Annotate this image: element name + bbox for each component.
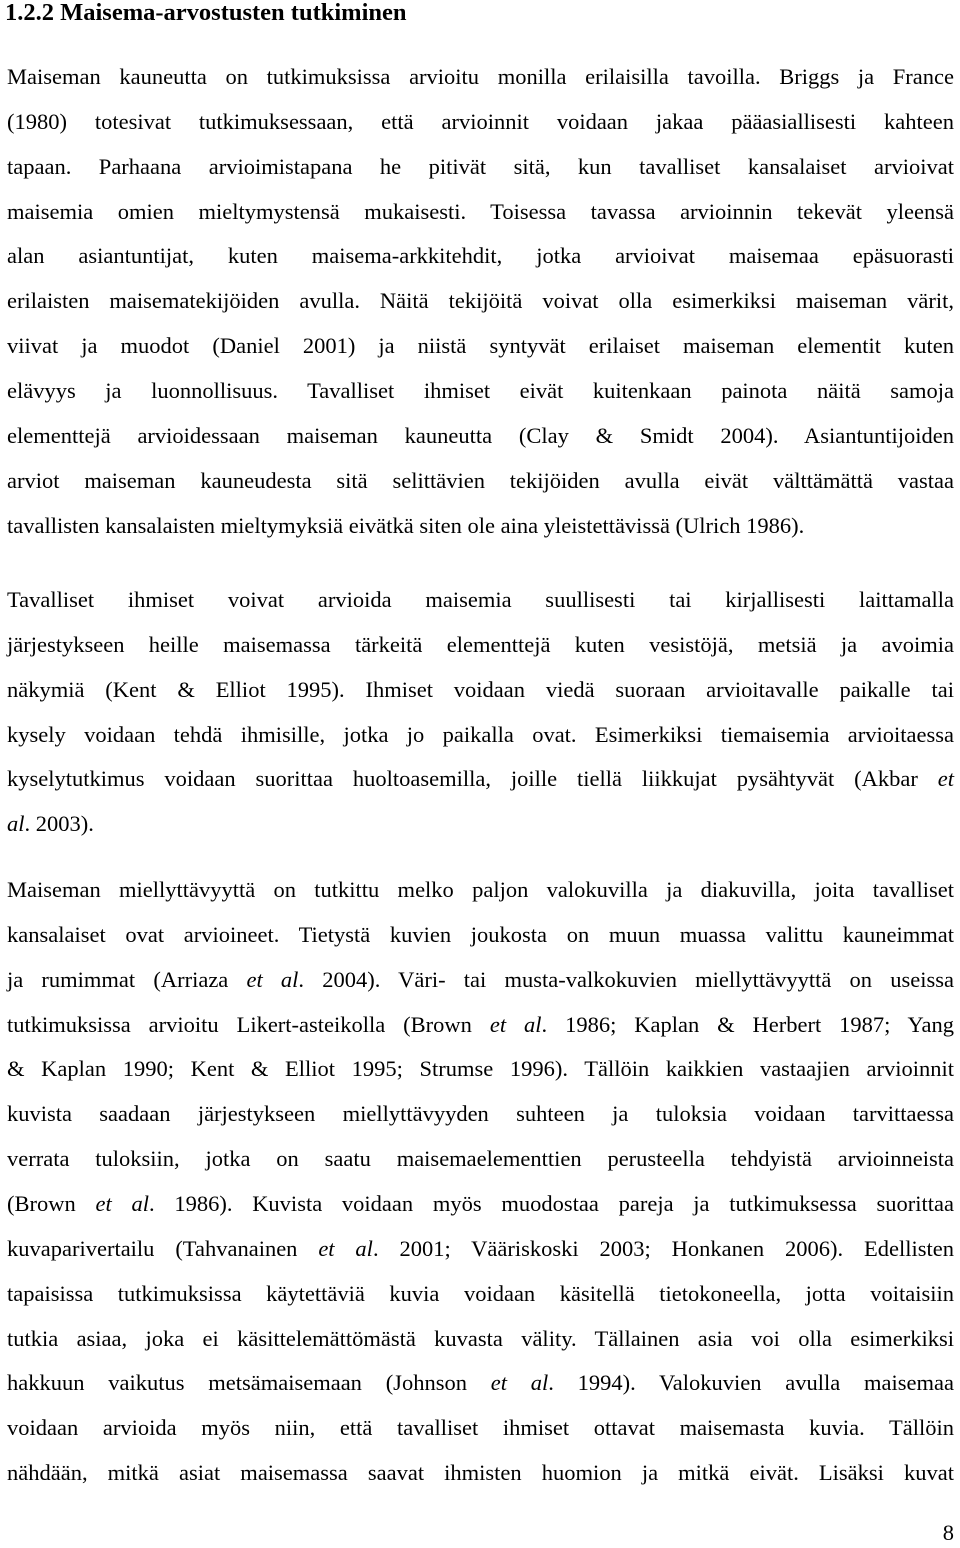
text-line: Maiseman miellyttävyyttä on tutkittu melko paljon valokuvilla ja diakuvilla, joita tavalliset	[7, 877, 954, 902]
text-line: elementtejä arvioidessaan maiseman kauneutta (Clay & Smidt 2004). Asiantuntijoiden	[7, 422, 954, 448]
text-line: elävyys ja luonnollisuus. Tavalliset ihmiset eivät kuitenkaan painota näitä samoja	[7, 377, 954, 403]
text-line: verrata tuloksiin, jotka on saatu maisemaelementtien perusteella tehdyistä arvioinneista	[7, 1146, 954, 1172]
text-line: tapaisissa tutkimuksissa käytettäviä kuvia voidaan käsitellä tietokoneella, jotta voitaisiin	[7, 1280, 954, 1306]
text-line: kysely voidaan tehdä ihmisille, jotka jo paikalla ovat. Esimerkiksi tiemaisemia arvioitaessa	[7, 721, 954, 747]
text-line: tavallisten kansalaisten mieltymyksiä eivätkä siten ole aina yleistettävissä (Ulrich 1986).	[7, 512, 805, 538]
section-heading: 1.2.2 Maisema-arvostusten tutkiminen	[5, 0, 407, 26]
text-line: hakkuun vaikutus metsämaisemaan (Johnson et al. 1994). Valokuvien avulla maisemaa	[7, 1370, 954, 1396]
text-line: maisemia omien mieltymystensä mukaisesti. Toisessa tavassa arvioinnin tekevät yleensä	[7, 198, 954, 224]
page-number: 8	[942, 1520, 954, 1545]
text-line: erilaisten maisematekijöiden avulla. Näitä tekijöitä voivat olla esimerkiksi maiseman värit,	[7, 288, 954, 314]
text-line: näkymiä (Kent & Elliot 1995). Ihmiset voidaan viedä suoraan arvioitavalle paikalle tai	[7, 676, 954, 702]
text-line: ja rumimmat (Arriaza et al. 2004). Väri- tai musta-valkokuvien miellyttävyyttä on useissa	[7, 966, 954, 992]
text-line: kuvaparivertailu (Tahvanainen et al. 2001; Vääriskoski 2003; Honkanen 2006). Edellisten	[7, 1235, 954, 1261]
text-line: alan asiantuntijat, kuten maisema-arkkitehdit, jotka arvioivat maisemaa epäsuorasti	[7, 243, 954, 269]
text-line: viivat ja muodot (Daniel 2001) ja niistä syntyvät erilaiset maiseman elementit kuten	[7, 333, 954, 359]
text-line: tutkimuksissa arvioitu Likert-asteikolla (Brown et al. 1986; Kaplan & Herbert 1987; Yang	[7, 1011, 954, 1037]
text-line: järjestykseen heille maisemassa tärkeitä elementtejä kuten vesistöjä, metsiä ja avoimia	[7, 631, 954, 657]
text-line: tapaan. Parhaana arvioimistapana he pitivät sitä, kun tavalliset kansalaiset arvioivat	[7, 153, 954, 179]
text-line: al. 2003).	[7, 811, 94, 837]
text-line: Tavalliset ihmiset voivat arvioida maisemia suullisesti tai kirjallisesti laittamalla	[7, 587, 954, 612]
text-line: kuvista saadaan järjestykseen miellyttävyyden suhteen ja tuloksia voidaan tarvittaessa	[7, 1101, 954, 1127]
text-line: kansalaiset ovat arvioineet. Tietystä kuvien joukosta on muun muassa valittu kauneimmat	[7, 921, 954, 947]
text-line: (1980) totesivat tutkimuksessaan, että arvioinnit voidaan jakaa pääasiallisesti kahteen	[7, 108, 954, 134]
text-line: arviot maiseman kauneudesta sitä selittävien tekijöiden avulla eivät välttämättä vastaa	[7, 467, 954, 493]
text-line: nähdään, mitkä asiat maisemassa saavat ihmisten huomion ja mitkä eivät. Lisäksi kuvat	[7, 1460, 954, 1486]
text-line: (Brown et al. 1986). Kuvista voidaan myös muodostaa pareja ja tutkimuksessa suorittaa	[7, 1191, 954, 1216]
text-line: Maiseman kauneutta on tutkimuksissa arvioitu monilla erilaisilla tavoilla. Briggs ja France	[7, 64, 954, 89]
text-line: voidaan arvioida myös niin, että tavalliset ihmiset ottavat maisemasta kuvia. Tällöin	[7, 1415, 954, 1441]
text-line: & Kaplan 1990; Kent & Elliot 1995; Strumse 1996). Tällöin kaikkien vastaajien arvioinnit	[7, 1056, 954, 1082]
text-line: kyselytutkimus voidaan suorittaa huoltoasemilla, joille tiellä liikkujat pysähtyvät (Akbar et	[7, 766, 954, 792]
text-line: tutkia asiaa, joka ei käsittelemättömästä kuvasta välity. Tällainen asia voi olla esimerkiksi	[7, 1325, 954, 1351]
